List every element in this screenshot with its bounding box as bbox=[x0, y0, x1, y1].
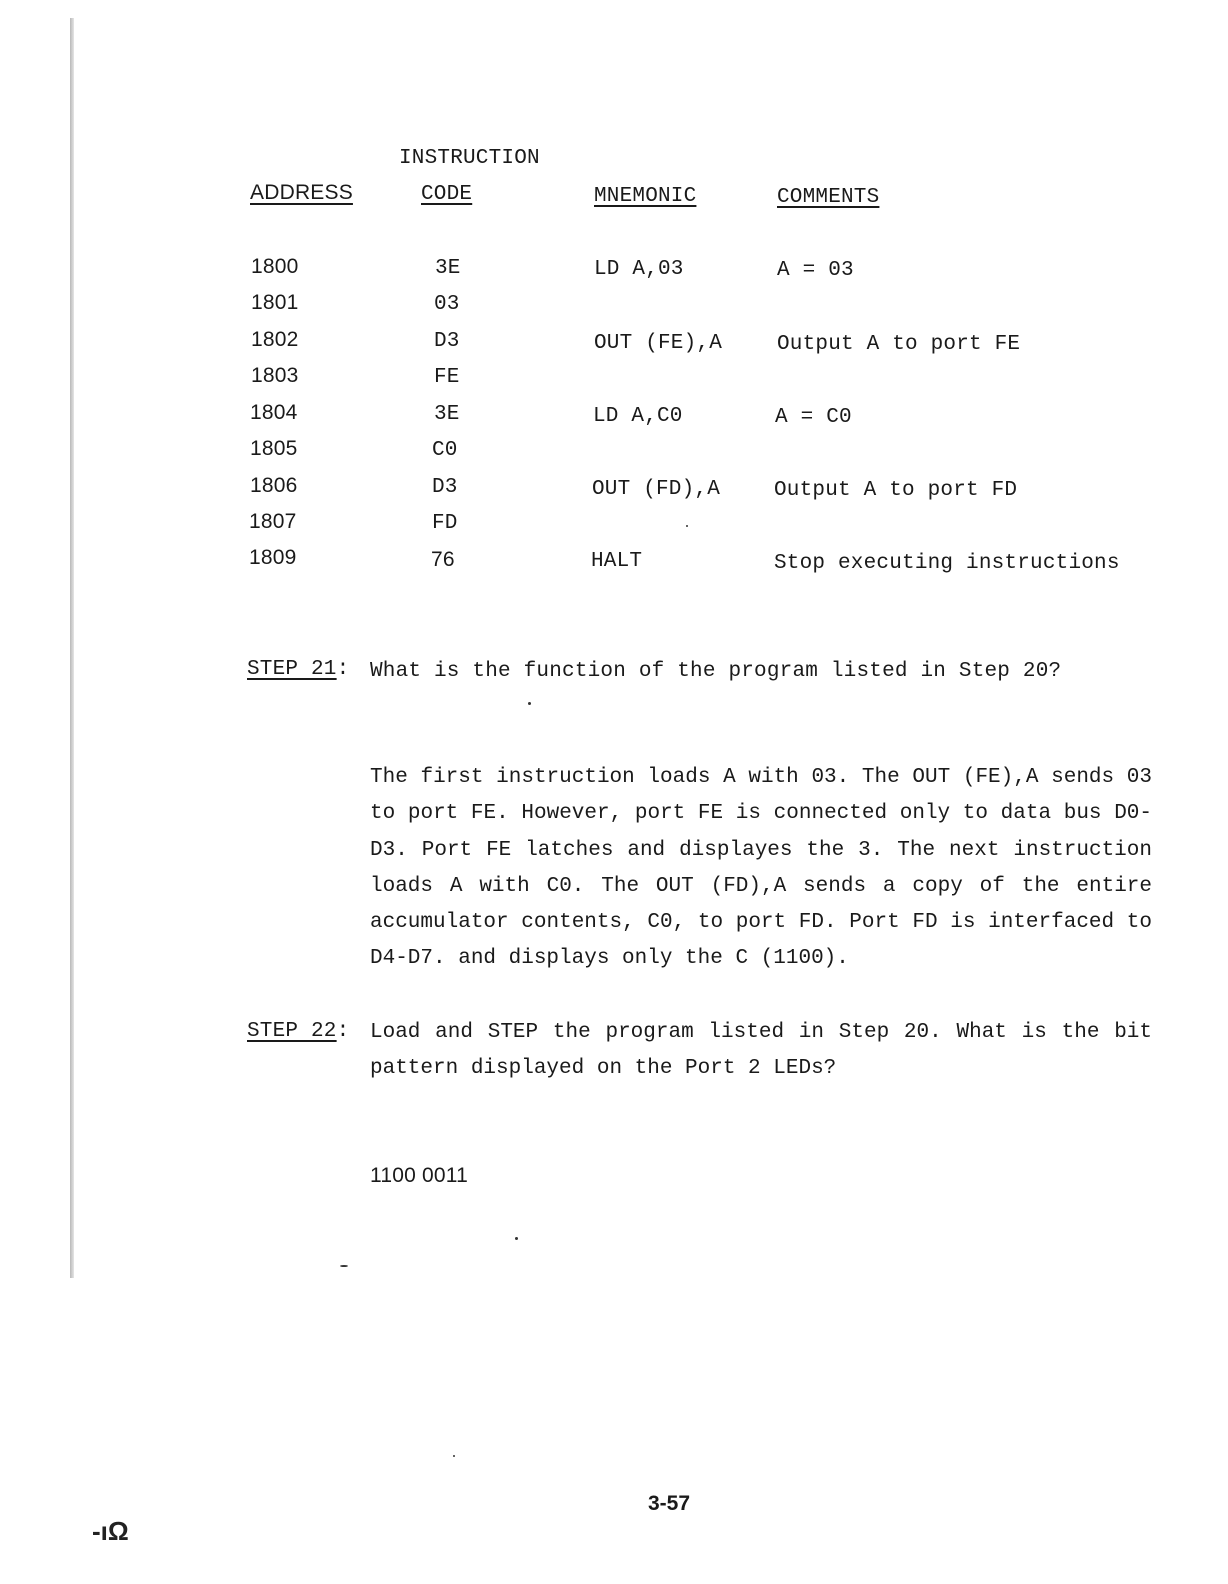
row-mnemonic: HALT bbox=[591, 550, 643, 573]
step21-label-text: STEP 21 bbox=[247, 658, 337, 681]
step21-question: What is the function of the program listed in Step 20? bbox=[370, 660, 1062, 683]
row-code: C0 bbox=[432, 439, 458, 462]
row-address: 1809 bbox=[249, 546, 297, 569]
row-address: 1806 bbox=[250, 474, 298, 497]
step22-answer: 1100 0011 bbox=[370, 1164, 468, 1187]
header-code: CODE bbox=[421, 183, 473, 206]
scan-speck bbox=[515, 1237, 518, 1240]
row-code: 3E bbox=[435, 257, 461, 280]
row-address: 1807 bbox=[249, 510, 297, 533]
page-number: 3-57 bbox=[648, 1492, 691, 1515]
scan-speck bbox=[453, 1455, 455, 1457]
header-address: ADDRESS bbox=[250, 181, 353, 204]
step21-colon: : bbox=[336, 658, 350, 681]
row-address: 1805 bbox=[250, 437, 298, 460]
step22-question: Load and STEP the program listed in Step 20. What is the bit pattern displayed on the Port 2 LEDs? bbox=[370, 1021, 1152, 1081]
row-mnemonic: OUT (FD),A bbox=[592, 478, 721, 501]
step22-label-text: STEP 22 bbox=[247, 1020, 337, 1043]
row-address: 1803 bbox=[251, 364, 299, 387]
header-comments: COMMENTS bbox=[777, 186, 880, 209]
row-code: FD bbox=[432, 512, 458, 535]
scan-speck bbox=[528, 702, 531, 705]
row-code: D3 bbox=[432, 476, 458, 499]
header-instruction: INSTRUCTION bbox=[399, 147, 540, 170]
row-comment: A = C0 bbox=[775, 406, 852, 429]
row-code: D3 bbox=[434, 330, 460, 353]
corner-mark: -ıΩ bbox=[92, 1516, 129, 1546]
row-comment: Stop executing instructions bbox=[774, 552, 1120, 575]
row-address: 1802 bbox=[251, 328, 299, 351]
scan-speck bbox=[340, 1265, 348, 1267]
step21-label bbox=[247, 657, 349, 683]
step22-label bbox=[247, 1019, 349, 1045]
row-address: 1804 bbox=[250, 401, 298, 424]
row-mnemonic: LD A,03 bbox=[594, 258, 684, 281]
row-comment: Output A to port FD bbox=[774, 479, 1018, 502]
row-code: FE bbox=[434, 366, 460, 389]
row-mnemonic: LD A,C0 bbox=[593, 405, 683, 428]
row-comment: Output A to port FE bbox=[777, 333, 1021, 356]
step22-colon: : bbox=[336, 1020, 350, 1043]
binding-edge bbox=[70, 18, 74, 1278]
row-address: 1801 bbox=[251, 291, 299, 314]
row-comment: A = 03 bbox=[777, 259, 854, 282]
scan-speck bbox=[686, 525, 688, 527]
row-code: 03 bbox=[434, 293, 460, 316]
row-code: 3E bbox=[434, 403, 460, 426]
row-code: 76 bbox=[431, 548, 455, 571]
row-mnemonic: OUT (FE),A bbox=[594, 332, 723, 355]
header-mnemonic: MNEMONIC bbox=[594, 185, 697, 208]
step21-answer: The first instruction loads A with 03. The OUT (FE),A sends 03 to port FE. However, port FE is connected only to data bus D0-D3. Port FE latches and displayes the 3. The next instruction loads A with C0. The OUT (FD),A sends a copy of the entire accumulator contents, C0, to port FD. Port FD is interfaced to D4-D7. and displays only the C (1100). bbox=[370, 766, 1152, 971]
row-address: 1800 bbox=[251, 255, 299, 278]
